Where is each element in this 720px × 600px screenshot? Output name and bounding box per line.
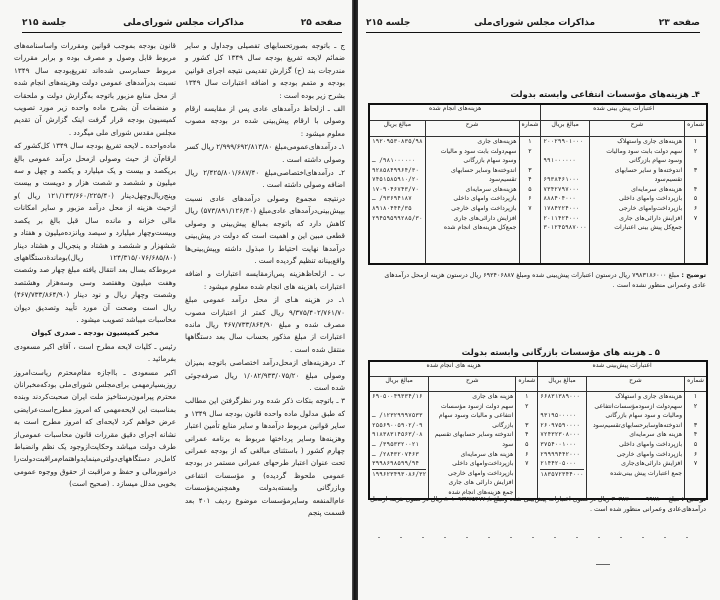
paragraph: ۱ـ درآمدهای‌عمومی‌مبلغ ۲/۹۹۹/۶۹۲/۸۱۳/۸۰ ریال کسر وصولی داشته است . xyxy=(185,142,345,164)
section-5-note xyxy=(370,494,706,514)
paragraph: ب ـ ازلحاظ‌هزینه پس‌ازمقایسه اعتبارات و اضافه اعتبارات باهزینه های انجام شده معلوم میشود : xyxy=(185,269,345,291)
scan-artifact-mark xyxy=(596,564,610,565)
actual-group-header: هزینه‌های انجام شده xyxy=(369,104,541,120)
actual-amount-cell: ۶۹۰۵۰۰۴۹۳۳۴/۱۶ ۱۲۳۲۹۹۹۷۵۳۳/ ـ ۲۵۵۶۹۰۰۵۹۰۲/۰۹ ۹۱۸۳۸۳۱۴۵۶۳/۰۸ ۳۹۵۳۳۲۰۰۲۱/ ـ ۲۸۴۳۲۰۷۴۶۳/ ـ ۳۹۹۸۶۹۸۵۹۹/۹۴ ۱۹۹۶۲۳۴۹۳۰۸۶/۳۲ xyxy=(372,393,427,478)
column-header-desc: شرح xyxy=(429,377,516,392)
left-page xyxy=(0,0,352,600)
forecast-desc-cell: هزینه‌های جاری و استهلاک سهم‌دولت ازسود‌مؤسسات‌انتفاعی ومالیات و سود سهام بازرگانی اندوخته‌هاوسایرحسابهای‌تقسیم‌سود هزینه های سرمایه‌ای بازپرداخت وامهای داخلی بازپرداخت وامهای خارجی افزایش دارائی‌های‌جاری جمع اعتبارات پیش بینی‌شده xyxy=(586,392,685,499)
section-5-table xyxy=(368,360,708,500)
actual-no-cell: ۱ ۲ ۳ ۴ ۵ ۶ ۷ xyxy=(516,392,538,499)
column-header-amount: مبالغ بریال xyxy=(369,377,429,392)
paragraph: ۲ـ درآمدهای‌اختصاصی‌مبلغ ۲/۴۲۵/۸۰۱/۶۸۷/۴۰ ریال اضافه وصولی داشته است . xyxy=(185,168,346,190)
forecast-desc-cell: هزینه‌های جاری واستهلاک سهم دولت بابت سود ومالیات وسود سهام بازرگانی اندوخته‌ها و سایر حسابهای تقسیم‌سود هزینه‌های سرمایه‌ای بازپرداخت وامهای داخلی بازپرداخت‌وامهای خارجی افزایش دارائی‌های جاری جمع‌کل پیش بینی اعتبارات xyxy=(589,136,684,264)
table-body-row xyxy=(369,136,707,264)
session-number: جلسه ۲۱۵ xyxy=(366,18,411,28)
section-4-title: ۴ـ هزینه‌های مؤسسات انتفاعی وابسته بدولت xyxy=(510,90,700,100)
column-header-amount: مبالغ بریال xyxy=(369,120,425,136)
column-header-amount: مبالغ بریال xyxy=(538,377,586,392)
publication-title: مذاکرات مجلس شورای‌ملی xyxy=(474,18,596,28)
note-label: توضیح : xyxy=(681,495,706,503)
section-5-title: ۵ ـ هزینه های مؤسسات بازرگانی وابسته بدولت xyxy=(461,348,660,358)
actual-group-header: هزینه های انجام شده xyxy=(369,361,538,377)
paragraph: ماده‌واحده ـ لایحه تفریغ بودجه سال ۱۳۴۹ کل‌کشور که ارقام‌آن از حیث وصولی ازمحل درآمد عمومی بالغ بریکصد و بیست و یک میلیارد و یکصد و چهل و سه میلیون و ششصد و شصت هزار و دویست و بیست وپنج‌ریال‌وچهل‌دینار (۱۲۱/۱۴۳/۶۶۰/۲۲۵/۴۰ ریال )و ازحیث هزینه از محل درآمد مزبور و سایر امکانات مالی خزانه و مانده سال قبل بالغ بر یکصد وبیست‌وچهار میلیارد و سیصد وپانزده‌میلیون و هفتاد و ششهزار و ششصد و هشتاد و پنجریال و هشتاد دینار (۱۲۴/۳۱۵/۰۷۶/۶۸۵/۸۰ ریال)بوماندۀ‌دستگاههای مربوط‌که بسال بعد انتقال یافته مبلغ چهار صد وشصت وهفت میلیون وهفتصد وسی وسه‌هزار وهشتصد وشصت وچهار ریال و نود دینار (۴۶۷/۷۳۳/۸۶۴/۹۰) ریال است وصحت آن مورد تأیید وتصدیق دیوان محاسبات میباشد تصویب میشود . xyxy=(14,141,176,324)
note-text: مبلغ ۳۰۳۸۷۰۰۰۰۰۹۹۷۸۰۰ ریال در ستون اعتبارات پیش‌بینی شده ومبلغ ـ/ ۸۰۱۰۹۳۲۷۵۴۷۷ ریال در ستون هزینه ازمحل درآمدهای‌عادی وعمرانی منظور شده است . xyxy=(370,495,706,513)
table-body-row xyxy=(369,392,707,499)
column-header-desc: شرح xyxy=(589,120,684,136)
column-header-amount: مبالغ بریال xyxy=(541,120,589,136)
column-header-desc: شرح xyxy=(425,120,519,136)
column-header-no: شماره xyxy=(685,377,707,392)
right-page xyxy=(358,0,720,600)
paragraph: ۱ـ در هزینه هـای از محل درآمد عمومی مبلغ ۹/۳۷۵/۴۰۲/۷۶۱/۷۰ ریال کمتر از اعتبارات مصوب مصرف شده و مبلغ ۴۶۷/۷۳۳/۸۶۴/۹۰ ریال مانده اعتبارات از مبلغ مذکور بحساب سال بعد دستگاهها منتقل شده است . xyxy=(185,295,345,354)
column-header-no: شماره xyxy=(516,377,538,392)
page-number: صفحه ۲۵ xyxy=(300,18,342,28)
actual-no-cell: ۱ ۲ ۳ ۴ ۵ ۶ ۷ xyxy=(519,136,541,264)
actual-desc-cell: هزینه های جاری سهم دولت ازسود مؤسسات انتفاعی و مالیات وسود سهام بازرگانی اندوخته وسایر حسابهای تقسیم سود هزینه های سرمایه‌ای بازپرداخت‌وامهای داخلی بازپرداخت وامهای خارجی افزایش دارائی های جاری جمع هزینه‌های انجام شده xyxy=(429,392,516,499)
page-number: صفحه ۲۳ xyxy=(658,18,700,28)
scan-artifact-line xyxy=(378,537,698,538)
actual-desc-cell: هزینه‌های جاری سهم‌دولت بابت سود و مالیات وسود سهام بازرگانی اندوخته‌ها وسایر حسابهای تقسیم‌سود هزینه‌های سرمایه‌ای بازپرداخت وامهای داخلی بازپرداخت وامهای خارجی افزایش دارائی‌های جاری جمع‌کل هزینه‌های انجام شده xyxy=(425,136,519,264)
actual-amount-cell: ۱۹۲۰۹۵۳۰۸۳۵/۹۸ ۹۸۱۰۰۰۰۰۰/ ـ ۹۲۸۵۸۴۹۹۶۴/۳۰ ۷۴۵۱۵۸۵۹۱۰/۲۰ ۱۷۰۹۰۴۶۷۴۳/۷۰ ۹۳۶۹۴۱۸۷/ ـ ۸۹۱۸۰۴۴۴/۳۵ ۲۹۴۵۹۵۹۹۲۸۵/۳۰ xyxy=(372,137,423,222)
forecast-group-header: اعتبارات پیش‌بینی شده xyxy=(538,361,707,377)
forecast-amount-cell: ۲۰۰۲۹۹۰۱۰۰۰ ۹۹۱۰۰۰۰۰۰ ۶۹۳۸۴۶۱۰۰۰ ۷۳۴۲۷۹۷۰۰۰ ۸۸۸۴۰۴۰۰۰ ۱۷۸۴۲۲۴۰۰۰ ۲۰۱۱۴۲۴۰۰۰ ۳۰۱۲۴۵۹۸۷۰۰۰ xyxy=(541,136,589,264)
right-page-header xyxy=(366,16,700,33)
left-page-header xyxy=(22,16,342,33)
left-page-right-column xyxy=(185,40,345,520)
paragraph: اکبر مسعودی ـ بااجازه مقام‌محترم ریاست‌امروز روزبسیارمهمی برای‌مجلس شورای‌ملی بودکه‌مخبرانان محترم پیرامون‌رستاخیز ملت ایران صحبت‌کردند وبنده بمناسبت این لایحه‌مهمی که امروز مطرح‌است‌عرایضی عرض خواهم کرد لایحه‌ای که امروز مطرح است به نشانه اجرای دقیق مقررات قانون محاسبات عمومی‌از طرف دولت میباشد وحکایت‌ازوجود یک نظم وانضباط کامل‌در دستگاههای‌دولتی‌مینمایدواهتمام‌مراقبت‌دولت‌را درامورمالی و حفظ و مراقبت از حقوق ووجوه عمومی بخوبی مدلل میسازد . (صحیح است) xyxy=(14,367,176,489)
left-page-left-column xyxy=(14,40,176,492)
publication-title: مذاکرات مجلس شورای‌ملی xyxy=(123,18,245,28)
forecast-no-cell: ۱ ۲ ۳ ۴ ۵ ۶ ۷ xyxy=(685,136,707,264)
forecast-amount-cell: ۶۶۸۳۱۳۸۹۰۰۰ ۹۳۱۹۵۰۰۰۰۰ ۲۶۰۹۷۵۹۰۰۰۰ ۷۲۴۳۲۳۰۸۰۰۰ ۳۷۵۴۰۰۱۰۰۰ ۲۹۹۹۹۴۴۲۰۰۰ ۲۱۴۴۲۰۵۰۰۰ ۱۸۳۵۷۲۳۴۴۰۰۰ xyxy=(538,392,586,499)
rapporteur-line: مخبر کمیسیون بودجه ـ صدری کیوان xyxy=(31,328,159,338)
note-text: مبلغ ۷۹۸۳۱۸۶۰۰۰ ریال درستون اعتبارات پیش‌بینی شده ومبلغ ۶۹۲۴۰۶۸۸۷ ریال درستون هزینه ازمحل درآمدهای عادی وعمرانی منظور نشده است . xyxy=(384,271,706,289)
session-number: جلسة ۲۱۵ xyxy=(22,18,67,28)
paragraph: ۲ـ درهزینه‌های ازمحل‌درآمد اختصاصی باتوجه بمیزان وصولی مبلغ ۱/۰۸۲/۹۳۳/۰۷۵/۲۰ ریال صرفه‌جوئی شده است . xyxy=(185,358,345,392)
column-header-no: شماره xyxy=(519,120,541,136)
paragraph: رئیس ـ کلیات لایحه مطرح است ، آقای اکبر مسعودی بفرمائید . xyxy=(14,341,176,364)
paragraph: الف ـ ازلحاظ درآمدهای عادی پس از مقایسه ارقام وصولی با ارقام پیش‌بینی شده در بودجه مصوب معلوم میشود : xyxy=(185,104,345,138)
paragraph: ۳ ـ باتوجه بنکات ذکر شده ودر نظرگرفتن این مطالب که طبق مدلول ماده واحده قانون بودجه سال ۱۳۴۹ و سایر قوانین مربوط درآمدها و سایر منابع تأمین اعتبار وهزینه‌ها وسایر پرداختها مربوط به برنامه عمرانی چهارم کشور ( باستثنای مبالغی که از بودجه عمرانی تحت عنوان اعتبار طرحهای عمرانی مستمر در بودجه عمومی ملحوظ گردیده) و مؤسسات انتفاعی وبازرگانی وابسته‌بدولت وهمچنین‌مؤسسات عام‌المنفعه وسایرمؤسسات موضوع ردیف ۴۰۱ بعد قسمت پنجم xyxy=(185,396,345,518)
section-4-table xyxy=(368,103,708,265)
column-header-no: شماره xyxy=(685,120,707,136)
forecast-no-cell: ۱ ۲ ۳ ۴ ۵ ۶ ۷ xyxy=(685,392,707,499)
section-4-note xyxy=(370,270,706,290)
note-label: توضیح : xyxy=(681,271,706,279)
paragraph: ج ـ باتوجه بصورتحسابهای تفصیلی وجداول و سایر ضمائم لایحه تفریغ بودجه سال ۱۳۴۹ کل کشور و مندرجات بند (ح) گزارش تقدیمی نتیجه اجرای قوانین بودجه و متمم بودجه و اضافه اعتبارات سال ۱۳۴۹ بشرح زیر بوده است : xyxy=(185,41,345,100)
forecast-group-header: اعتبارات پیش بینی شده xyxy=(541,104,707,120)
paragraph: قانون بودجه بموجب قوانین ومقررات واساسنامه‌های مربوط قابل وصول و مصرف بوده و برابر مقررات مربوط حسابرسی شده‌اند تفریغ‌بودجه سال ۱۳۴۹ نسبت بدرآمدهای عمومی دولت وهزینه‌های انجام شده از محل منابع مزبور باتوجه به‌گزارش دولت و ملحقات و منضمات آن بشرح ماده واحده زیر مورد تصویب کمیسیون بودجه قرار گرفت اینک گزارش آن تقدیم مجلس مقدس شورای ملی میگردد . xyxy=(14,41,176,137)
column-header-desc: شرح xyxy=(586,377,685,392)
paragraph: درنتیجه مجموع وصولی درآمدهای عادی نسبت بپیش‌بینی‌درآمدهای عادی‌مبلغ (۵۷۳/۸۹۱/۱۲۶/۴۰) ریال کاهش دارد که باتوجه بمبالغ پیش‌بینی و وصولی قطعی مبین این و اهمیت است که دولت در پیش‌بینی درآمدها نهایت احتیاط را مبذول داشته وپیش‌بینی‌ها واقع‌بینانه تنظیم گردیده است . xyxy=(185,193,345,265)
